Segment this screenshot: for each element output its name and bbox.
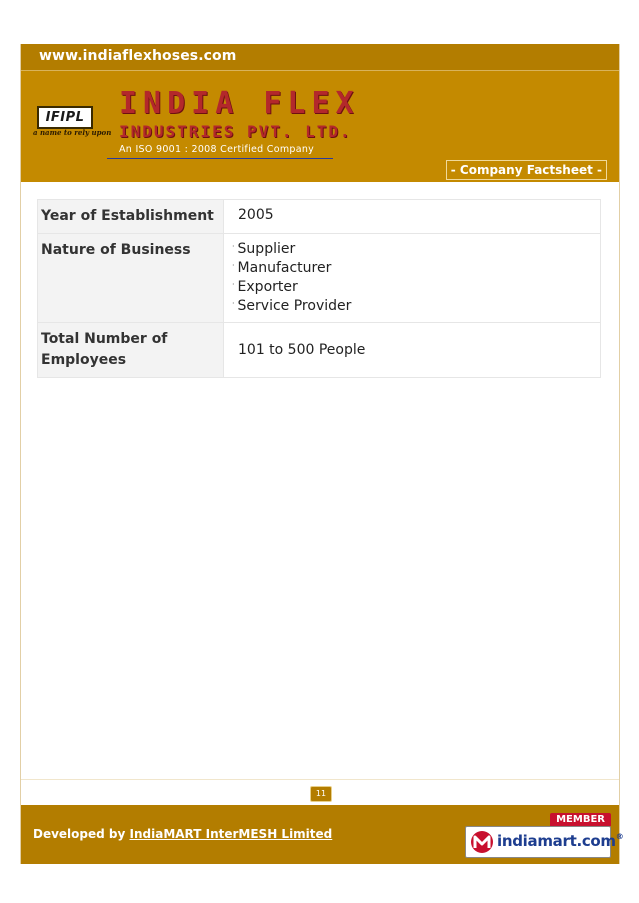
bullet-icon: · [232, 242, 235, 251]
company-logo [37, 106, 93, 129]
row-label: Nature of Business [38, 234, 224, 323]
row-label: Year of Establishment [38, 200, 224, 234]
row-label-line1: Total Number of [41, 331, 168, 347]
bullet-icon: · [232, 280, 235, 289]
top-bar [21, 44, 619, 71]
page-footer [21, 805, 624, 864]
table-row [38, 200, 601, 234]
row-label-line2: Employees [41, 352, 127, 368]
bullet-icon: · [232, 261, 235, 270]
footer-divider [21, 779, 619, 780]
company-header [21, 71, 619, 182]
certification-text: An ISO 9001 : 2008 Certified Company [119, 144, 315, 155]
indiamart-logo-icon [470, 830, 494, 854]
factsheet-table [37, 199, 601, 378]
page-number: 11 [310, 786, 332, 802]
document-page [20, 44, 624, 864]
list-item [232, 278, 588, 297]
list-item-text: Supplier [237, 241, 296, 257]
list-item-text: Exporter [237, 279, 298, 295]
list-item [232, 259, 588, 278]
row-value: 101 to 500 People [224, 323, 601, 378]
business-nature-list [224, 234, 601, 323]
indiamart-member-badge[interactable] [461, 813, 624, 857]
list-item [232, 297, 588, 316]
member-label: MEMBER [550, 813, 611, 826]
company-name-line2: INDUSTRIES PVT. LTD. [119, 122, 352, 141]
list-item-text: Manufacturer [237, 260, 332, 276]
list-item [232, 240, 588, 259]
bullet-icon: · [232, 299, 235, 308]
developed-by-prefix: Developed by [33, 827, 130, 841]
company-name-line1: INDIA FLEX [119, 86, 360, 121]
logo-tagline: a name to rely upon [33, 128, 112, 137]
website-url[interactable]: www.indiaflexhoses.com [39, 48, 237, 64]
developer-link[interactable]: IndiaMART InterMESH Limited [129, 827, 333, 841]
logo-text: IFIPL [45, 110, 85, 125]
table-row [38, 323, 601, 378]
member-card [465, 826, 624, 858]
member-brand: indiamart.com® [497, 832, 624, 850]
table-row [38, 234, 601, 323]
row-label [38, 323, 224, 378]
list-item-text: Service Provider [237, 298, 352, 314]
developed-by-text [33, 827, 332, 841]
section-tab-company-factsheet: - Company Factsheet - [446, 160, 607, 180]
row-value: 2005 [224, 200, 601, 234]
header-divider [107, 158, 333, 159]
